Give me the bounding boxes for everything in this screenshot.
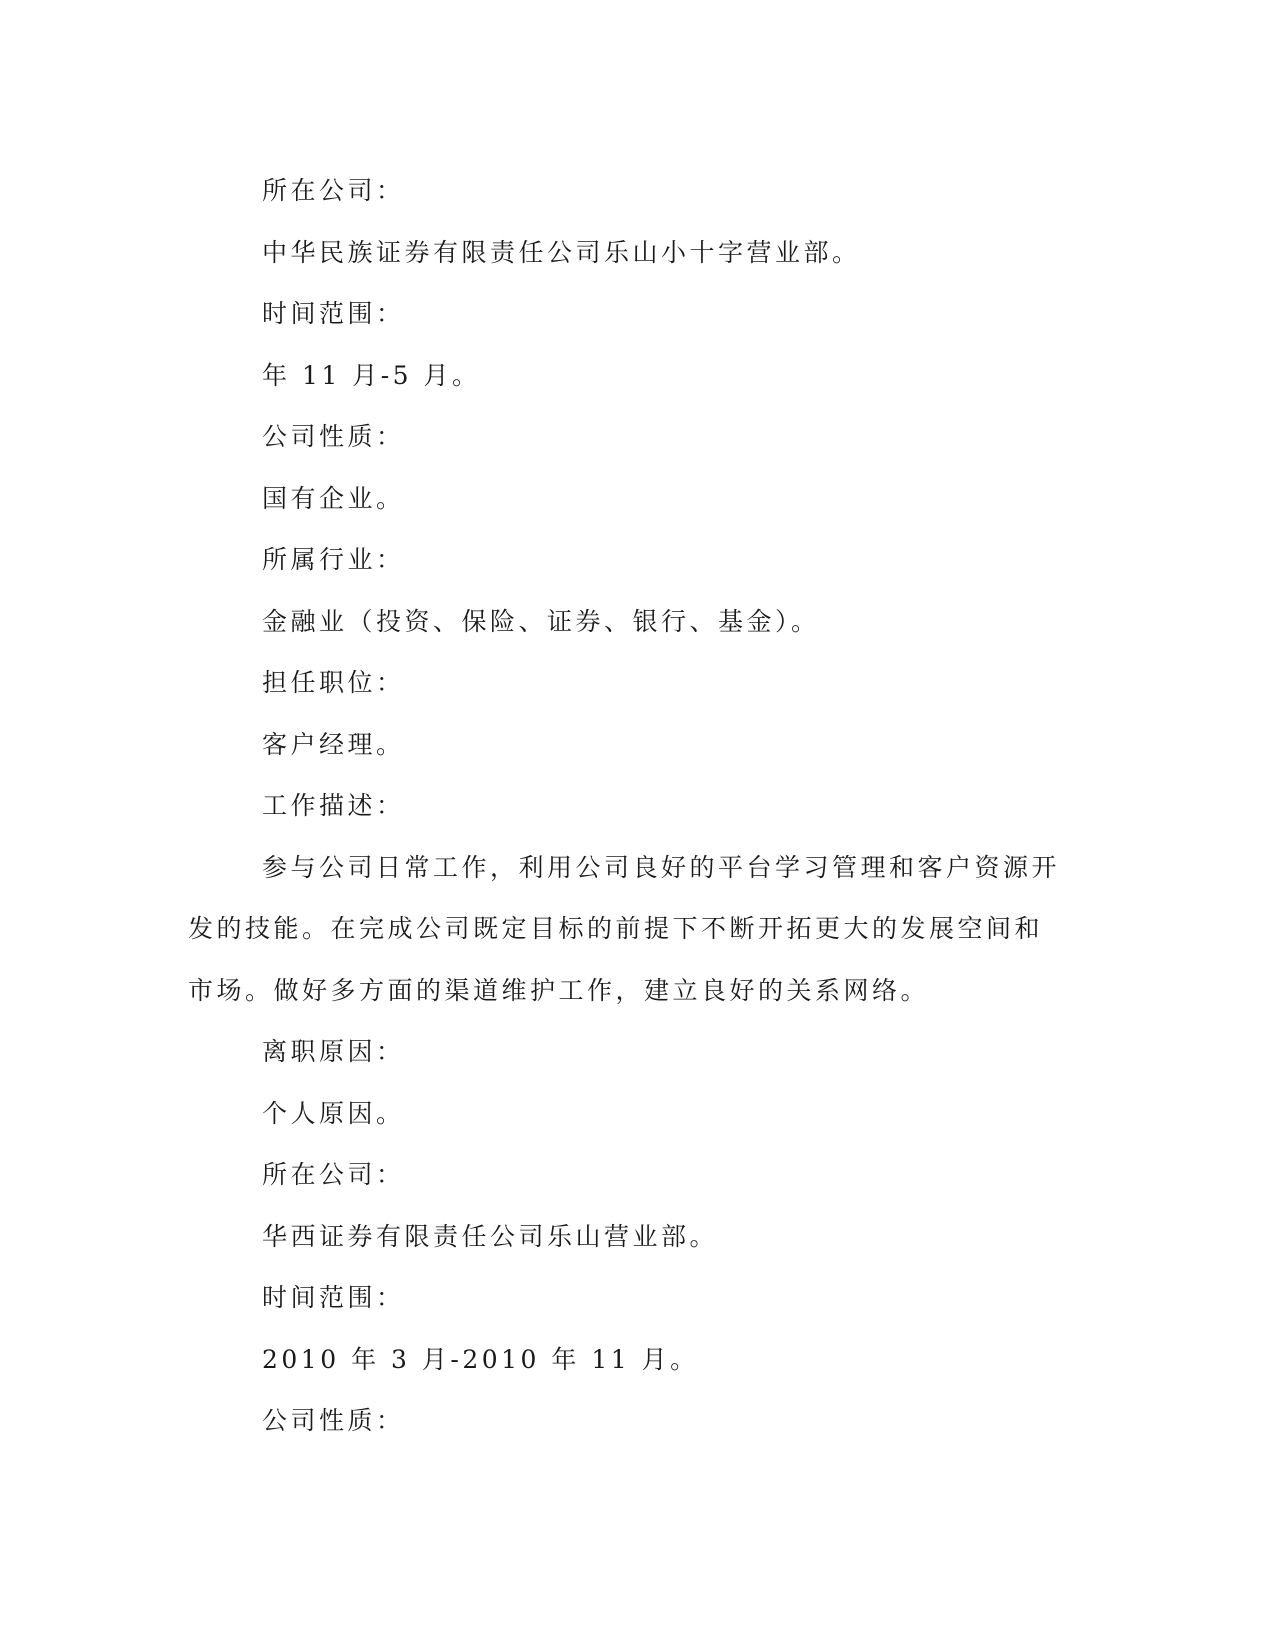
label-leaving-reason: 离职原因： [262,1037,405,1066]
value-time-range: 年 11 月-5 月。 [262,360,481,390]
value-position: 客户经理。 [262,729,405,759]
label-company-type-2: 公司性质： [262,1406,405,1435]
label-industry: 所属行业： [262,545,405,574]
label-time-range-2: 时间范围： [262,1283,405,1312]
value-industry: 金融业（投资、保险、证券、银行、基金）。 [262,606,820,636]
job-description-line-3: 市场。做好多方面的渠道维护工作，建立良好的关系网络。 [188,975,930,1005]
value-company-2: 华西证券有限责任公司乐山营业部。 [262,1221,719,1251]
label-company: 所在公司： [262,176,405,205]
value-company-type: 国有企业。 [262,483,405,513]
label-job-description: 工作描述： [262,791,405,820]
job-description-line-1: 参与公司日常工作，利用公司良好的平台学习管理和客户资源开 [262,852,1061,882]
value-time-range-2: 2010 年 3 月-2010 年 11 月。 [262,1344,699,1374]
value-company: 中华民族证券有限责任公司乐山小十字营业部。 [262,237,861,267]
label-position: 担任职位： [262,668,405,697]
label-company-type: 公司性质： [262,422,405,451]
label-time-range: 时间范围： [262,299,405,328]
document-body [188,160,1088,1452]
job-description-line-2: 发的技能。在完成公司既定目标的前提下不断开拓更大的发展空间和 [188,914,1044,943]
label-company-2: 所在公司： [262,1160,405,1189]
value-leaving-reason: 个人原因。 [262,1098,405,1128]
